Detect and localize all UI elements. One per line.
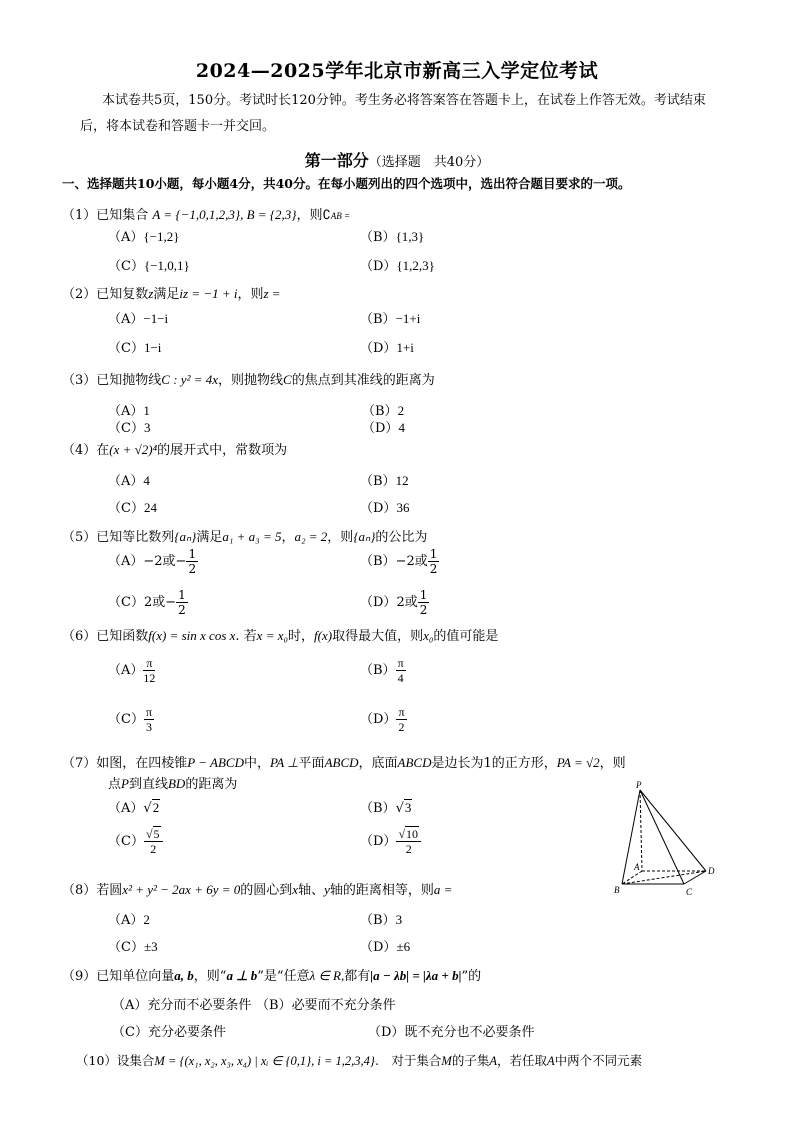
option-d[interactable]: （D）36 xyxy=(360,500,410,516)
option-d[interactable]: （D）{1,2,3} xyxy=(360,258,435,274)
question-7-line2 xyxy=(108,773,237,792)
option-c[interactable]: （C）±3 xyxy=(108,939,158,955)
question-text: ”是“任意 xyxy=(257,969,310,984)
question-number: （10） xyxy=(76,1053,117,1068)
question-text: ，则“ xyxy=(193,969,227,984)
math-expression: y xyxy=(324,882,330,897)
option-b[interactable]: （B）{1,3} xyxy=(360,229,425,245)
math-expression: A xyxy=(489,1054,497,1068)
math-expression: λ ∈ R, xyxy=(309,968,345,983)
math-expression: x² + y² − 2ax + 6y = 0 xyxy=(122,882,241,897)
option-d[interactable]: （D） $\frac{√10}{2}$ xyxy=(360,828,421,855)
math-expression: x xyxy=(292,882,299,897)
question-text: 取得最大值，则 xyxy=(332,629,424,644)
math-expression: a₂ = 2 xyxy=(294,529,328,544)
question-text: 已知单位向量 xyxy=(96,969,175,984)
question-3 xyxy=(62,369,435,388)
question-text: 的距离为 xyxy=(185,777,238,792)
option-a[interactable]: （A）1 xyxy=(108,403,150,419)
option-d[interactable]: （D）±6 xyxy=(360,939,411,955)
math-expression: x = x₀ xyxy=(256,628,289,643)
math-expression: z = xyxy=(263,286,281,301)
option-d[interactable]: （D）4 xyxy=(362,420,405,436)
question-8 xyxy=(62,879,452,898)
question-text: 已知集合 xyxy=(96,208,153,223)
question-9 xyxy=(62,965,481,984)
option-c[interactable]: （C）{−1,0,1} xyxy=(108,258,190,274)
question-text: ，则 xyxy=(599,756,626,771)
option-d[interactable]: （D）2或 $\frac{1}{2}$ xyxy=(360,588,428,617)
question-text: ，则 xyxy=(237,287,264,302)
option-b[interactable]: （B）2 xyxy=(362,403,405,419)
question-text: 已知函数 xyxy=(96,629,149,644)
part-heading xyxy=(0,148,794,171)
option-c[interactable]: （C）充分必要条件 xyxy=(112,1025,226,1040)
math-expression: PA ⊥ xyxy=(270,755,299,770)
question-number: （6） xyxy=(62,629,97,644)
question-text: 平面 xyxy=(298,756,325,771)
label-a: A xyxy=(634,862,640,872)
question-text: ，则 xyxy=(327,530,354,545)
question-text: 满足 xyxy=(196,530,223,545)
question-text: 中， xyxy=(243,756,270,771)
label-p: P xyxy=(636,780,642,790)
math-expression: AB = xyxy=(330,211,351,221)
option-a[interactable]: （A）充分而不必要条件 xyxy=(112,998,252,1013)
question-text: 已知抛物线 xyxy=(96,373,162,388)
option-b[interactable]: （B）必要而不充分条件 xyxy=(256,998,396,1013)
option-d[interactable]: （D） $\frac{\pi}{2}$ xyxy=(360,705,405,734)
math-expression: P − ABCD xyxy=(187,755,244,770)
math-expression: a ⊥ b xyxy=(226,968,258,983)
option-a[interactable]: （A）{−1,2} xyxy=(108,229,180,245)
option-c[interactable]: （C）24 xyxy=(108,500,157,516)
option-a[interactable]: （A） $\frac{\pi}{12}$ xyxy=(108,656,156,685)
question-text: 在 xyxy=(96,443,110,458)
question-text: 的展开式中，常数项为 xyxy=(157,443,288,458)
question-text: 的公比为 xyxy=(375,530,428,545)
math-expression: BD xyxy=(167,776,186,791)
question-text: 到直线 xyxy=(128,777,168,792)
option-d[interactable]: （D）既不充分也不必要条件 xyxy=(368,1025,535,1040)
math-expression: a, b xyxy=(174,968,194,983)
math-expression: |a − λb| = |λa + b| xyxy=(370,968,462,983)
option-c[interactable]: （C）2或− $\frac{1}{2}$ xyxy=(108,588,186,617)
label-d: D xyxy=(708,866,715,876)
question-text: ，若任取 xyxy=(497,1053,548,1068)
option-c[interactable]: （C） $\frac{√5}{2}$ xyxy=(108,828,163,855)
question-2 xyxy=(62,283,281,302)
option-b[interactable]: （B）−2或 $\frac{1}{2}$ xyxy=(360,547,438,576)
option-c[interactable]: （C） $\frac{\pi}{3}$ xyxy=(108,705,153,734)
option-a[interactable]: （A）2 xyxy=(108,912,150,928)
math-expression: M xyxy=(441,1054,452,1068)
math-expression: a₁ + a₃ = 5 xyxy=(222,529,282,544)
question-number: （7） xyxy=(62,756,97,771)
label-c: C xyxy=(686,887,693,897)
part-name: 第一部分 xyxy=(304,151,369,170)
math-expression: C : y² = 4x xyxy=(161,372,219,387)
option-b[interactable]: （B）12 xyxy=(360,473,409,489)
edge-pa xyxy=(640,790,642,871)
question-number: （2） xyxy=(62,287,97,302)
edge-bd xyxy=(622,871,706,884)
question-text: 轴、 xyxy=(298,883,325,898)
question-text: 的值可能是 xyxy=(433,629,499,644)
question-text: 都有 xyxy=(344,969,371,984)
question-text: 轴的距离相等，则 xyxy=(329,883,434,898)
question-7 xyxy=(62,752,626,771)
edge-cd xyxy=(684,871,706,884)
edge-pd xyxy=(640,790,706,871)
math-expression: {aₙ} xyxy=(353,529,376,544)
math-expression: A xyxy=(547,1054,555,1068)
option-d[interactable]: （D）1+i xyxy=(360,340,414,356)
option-c[interactable]: （C）1−i xyxy=(108,340,162,356)
option-a[interactable]: （A）4 xyxy=(108,473,150,489)
question-number: （1） xyxy=(62,208,97,223)
question-text: ，底面 xyxy=(358,756,398,771)
question-text: 的子集 xyxy=(451,1053,490,1068)
math-expression: f(x) xyxy=(314,628,333,643)
question-4 xyxy=(62,439,287,458)
math-expression: PA = √2 xyxy=(556,755,600,770)
question-text: 点 xyxy=(108,777,122,792)
math-expression: P xyxy=(121,776,129,791)
question-text: 已知复数 xyxy=(96,287,149,302)
option-b[interactable]: （B） $\frac{\pi}{4}$ xyxy=(360,656,404,685)
pyramid-figure xyxy=(608,778,726,900)
question-10 xyxy=(76,1051,642,1069)
question-text: ”的 xyxy=(461,969,482,984)
math-expression: f(x) = sin x cos x xyxy=(148,628,236,643)
math-expression: x₀ xyxy=(423,628,434,643)
question-number: （3） xyxy=(62,373,97,388)
math-expression: M = {(x₁, x₂, x₃, x₄) | xᵢ ∈ {0,1}, i = 1,2,3,4} xyxy=(154,1054,375,1068)
math-expression: ABCD xyxy=(397,755,432,770)
question-1 xyxy=(62,204,350,223)
section-instructions: 一、选择题共10小题，每小题4分，共40分。在每小题列出的四个选项中，选出符合题目要求的一项。 xyxy=(62,176,631,191)
math-expression: (x + √2)⁴ xyxy=(109,442,158,457)
option-b[interactable]: （B）−1+i xyxy=(360,311,421,327)
math-expression: A = {−1,0,1,2,3}, B = {2,3} xyxy=(152,207,297,222)
option-a[interactable]: （A）−1−i xyxy=(108,311,169,327)
question-text: . 对于集合 xyxy=(374,1053,442,1068)
question-text: 已知等比数列 xyxy=(96,530,175,545)
question-text: . 若 xyxy=(235,629,257,644)
math-expression: C xyxy=(283,372,292,387)
option-a[interactable]: （A）√2 xyxy=(108,800,160,816)
label-b: B xyxy=(614,885,620,895)
question-text: 满足 xyxy=(153,287,180,302)
math-expression: iz = −1 + i xyxy=(179,286,238,301)
math-expression: z xyxy=(148,286,154,301)
question-number: （8） xyxy=(62,883,97,898)
part-note: （选择题 共40分） xyxy=(368,155,490,170)
question-5 xyxy=(62,526,427,545)
question-number: （5） xyxy=(62,530,97,545)
question-text: 时， xyxy=(288,629,315,644)
math-expression: ABCD xyxy=(324,755,359,770)
exam-instructions: 本试卷共5页，150分。考试时长120分钟。考生务必将答案答在答题卡上，在试卷上作答无效。考试结束后，将本试卷和答题卡一并交回。 xyxy=(80,93,706,134)
question-6 xyxy=(62,625,498,644)
question-text: 如图，在四棱锥 xyxy=(96,756,188,771)
question-text: 若圆 xyxy=(96,883,123,898)
option-b[interactable]: （B）√3 xyxy=(360,800,412,816)
question-text: 设集合 xyxy=(116,1053,155,1068)
option-a[interactable]: （A）−2或− $\frac{1}{2}$ xyxy=(108,547,197,576)
math-expression: a = xyxy=(433,882,453,897)
question-text: 的圆心到 xyxy=(240,883,293,898)
option-b[interactable]: （B）3 xyxy=(360,912,403,928)
question-text: ， xyxy=(281,530,295,545)
option-c[interactable]: （C）3 xyxy=(108,420,151,436)
edge-pc xyxy=(640,790,684,884)
question-number: （4） xyxy=(62,443,97,458)
page-title: 2024—2025学年北京市新高三入学定位考试 xyxy=(195,60,599,82)
question-number: （9） xyxy=(62,969,97,984)
question-text: ，则抛物线 xyxy=(218,373,284,388)
question-text: ，则∁ xyxy=(296,208,331,223)
question-text: 的焦点到其准线的距离为 xyxy=(291,373,435,388)
question-text: 是边长为1的正方形， xyxy=(431,756,557,771)
math-expression: {aₙ} xyxy=(174,529,197,544)
question-text: 中两个不同元素 xyxy=(554,1053,643,1068)
